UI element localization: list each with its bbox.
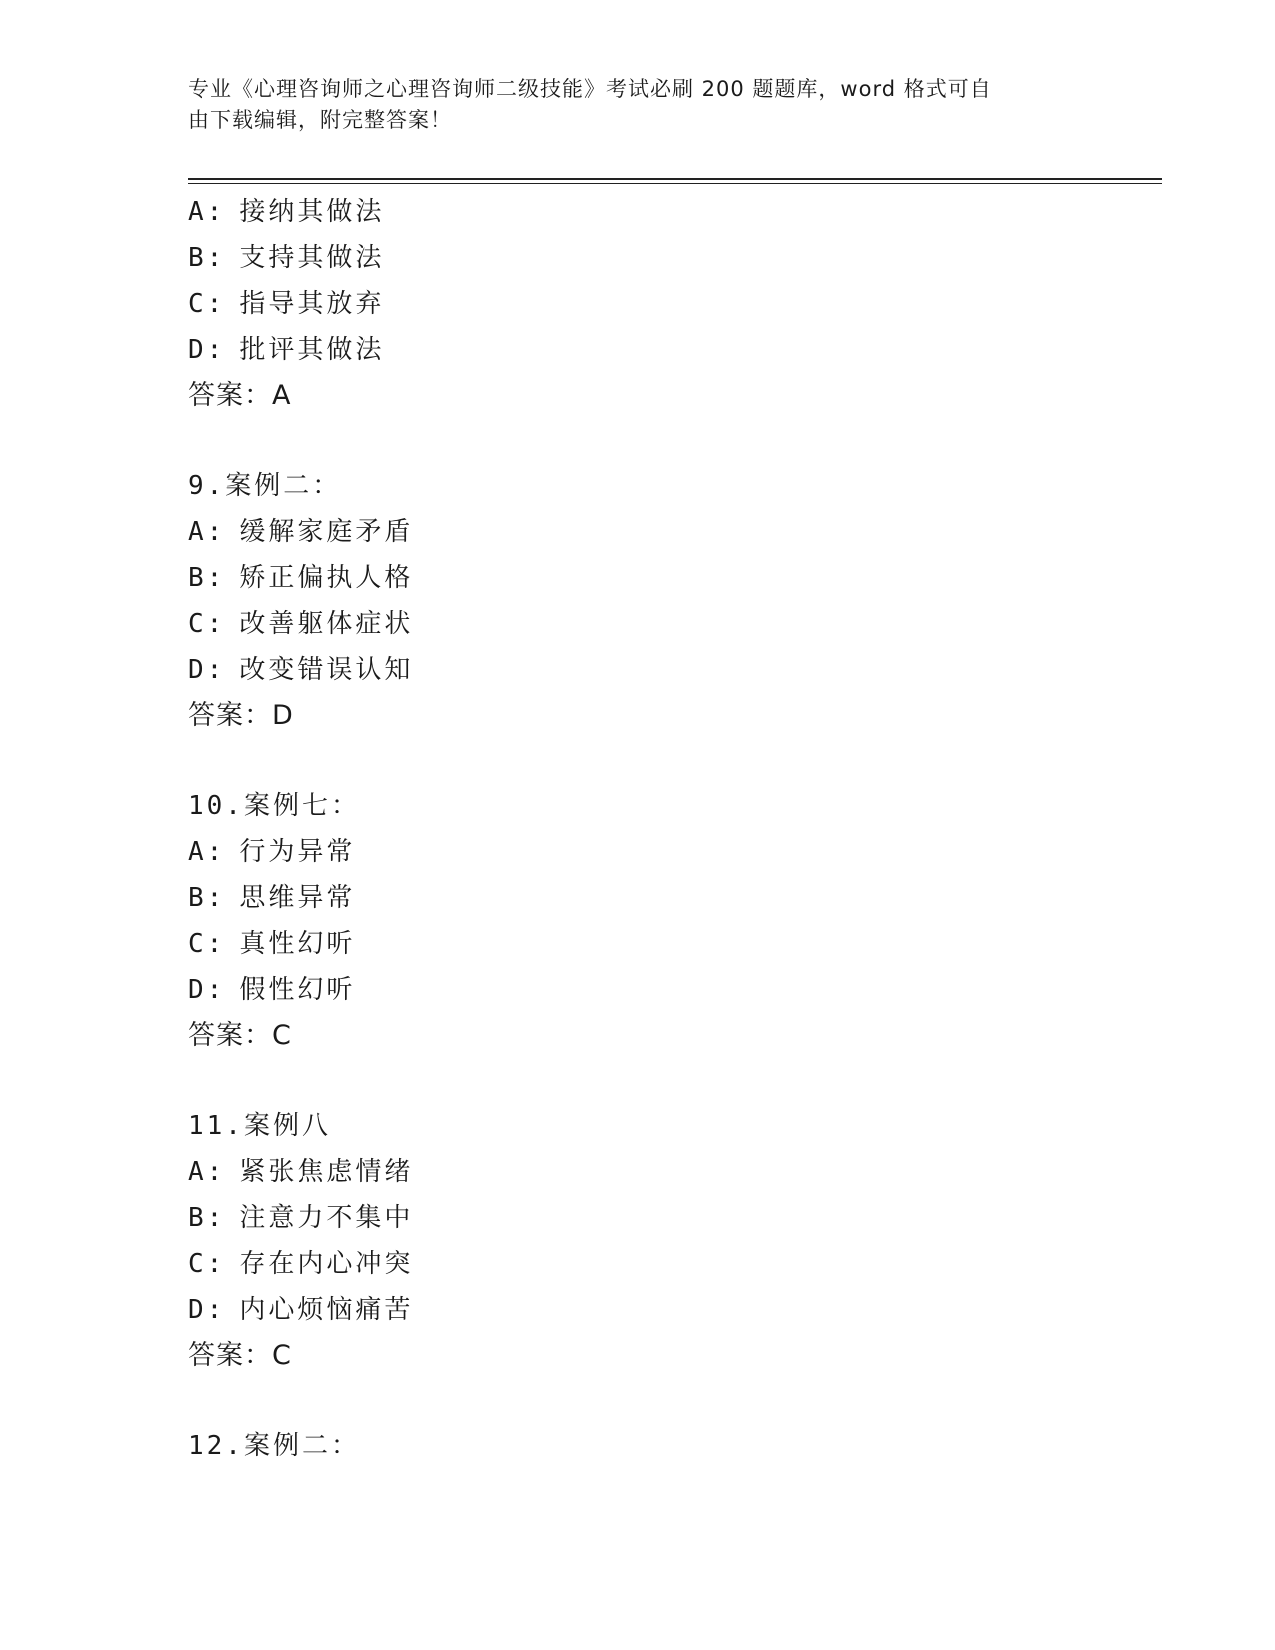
header-divider-thick bbox=[188, 178, 1162, 180]
option-b: B: 矫正偏执人格 bbox=[188, 563, 414, 593]
option-d: D: 改变错误认知 bbox=[188, 655, 414, 685]
answer-line: 答案：D bbox=[188, 700, 294, 731]
option-b: B: 注意力不集中 bbox=[188, 1203, 414, 1233]
option-a: A: 缓解家庭矛盾 bbox=[188, 517, 414, 547]
header-divider-thin bbox=[188, 183, 1162, 184]
question-stem: 12.案例二： bbox=[188, 1431, 360, 1461]
option-d: D: 批评其做法 bbox=[188, 335, 385, 365]
option-b: B: 支持其做法 bbox=[188, 243, 385, 273]
question-block bbox=[188, 463, 1128, 739]
question-stem: 10.案例七： bbox=[188, 791, 360, 821]
option-a: A: 行为异常 bbox=[188, 837, 356, 867]
answer-line: 答案：C bbox=[188, 1020, 292, 1051]
option-c: C: 真性幻听 bbox=[188, 929, 356, 959]
option-d: D: 假性幻听 bbox=[188, 975, 356, 1005]
question-block bbox=[188, 189, 1128, 419]
document-header bbox=[188, 74, 1068, 136]
question-list bbox=[188, 189, 1128, 1469]
question-stem: 11.案例八 bbox=[188, 1111, 331, 1141]
answer-line: 答案：C bbox=[188, 1340, 292, 1371]
question-stem: 9.案例二： bbox=[188, 471, 342, 501]
question-block bbox=[188, 1423, 1128, 1469]
option-c: C: 改善躯体症状 bbox=[188, 609, 414, 639]
header-line-1: 专业《心理咨询师之心理咨询师二级技能》考试必刷 200 题题库，word 格式可自 bbox=[188, 77, 992, 101]
option-c: C: 存在内心冲突 bbox=[188, 1249, 414, 1279]
option-a: A: 紧张焦虑情绪 bbox=[188, 1157, 414, 1187]
header-line-2: 由下载编辑，附完整答案！ bbox=[188, 108, 452, 132]
question-block bbox=[188, 1103, 1128, 1379]
answer-line: 答案：A bbox=[188, 380, 292, 411]
option-c: C: 指导其放弃 bbox=[188, 289, 385, 319]
question-block bbox=[188, 783, 1128, 1059]
option-b: B: 思维异常 bbox=[188, 883, 356, 913]
option-a: A: 接纳其做法 bbox=[188, 197, 385, 227]
option-d: D: 内心烦恼痛苦 bbox=[188, 1295, 414, 1325]
